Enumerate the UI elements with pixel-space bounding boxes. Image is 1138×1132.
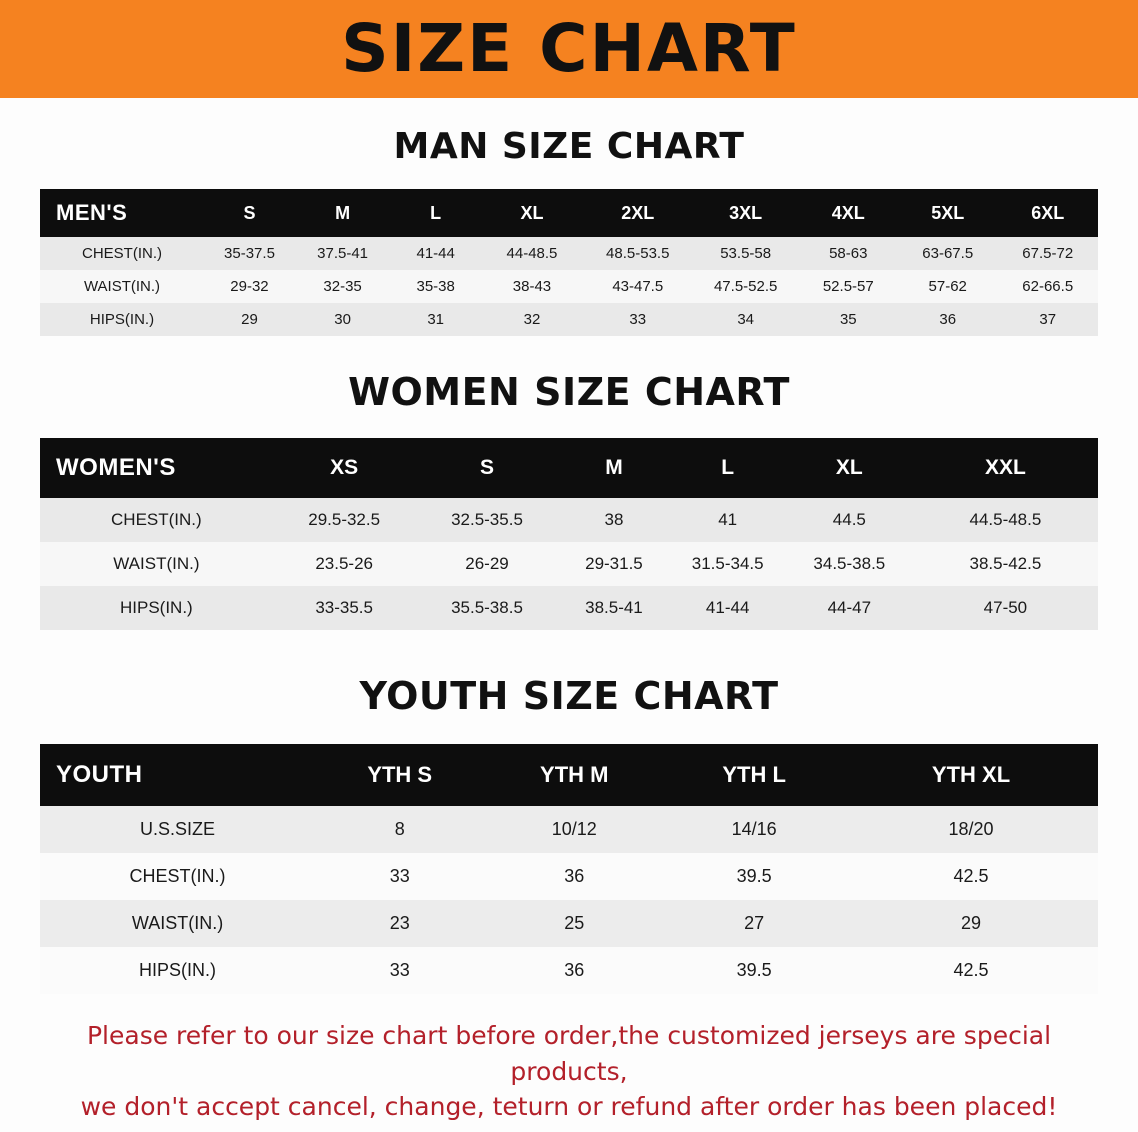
cell: 32 (523, 311, 541, 328)
cell: 47.5-52.5 (713, 278, 778, 295)
cell: 25 (564, 913, 585, 933)
cell: 38.5-42.5 (969, 554, 1042, 573)
man-header-cell: 5XL (931, 202, 965, 223)
table-row (40, 900, 1098, 947)
table-row (40, 237, 1098, 270)
table-row (40, 303, 1098, 336)
cell: 30 (334, 311, 351, 328)
page-banner (0, 0, 1138, 98)
cell: 48.5-53.5 (606, 245, 670, 262)
table-row (40, 270, 1098, 303)
table-row (40, 947, 1098, 994)
women-table-header-row (40, 438, 1098, 498)
cell: 14/16 (731, 819, 777, 839)
cell: 35-38 (416, 278, 455, 295)
cell: 63-67.5 (922, 245, 974, 262)
cell: 42.5 (953, 866, 989, 886)
cell: 41 (718, 510, 738, 529)
man-header-cell: 6XL (1031, 202, 1065, 223)
disclaimer-line-2: we don't accept cancel, change, teturn or refund after order has been placed! (80, 1092, 1058, 1121)
youth-header-cell: YTH M (540, 762, 609, 787)
cell: 33-35.5 (315, 598, 373, 617)
cell: 53.5-58 (720, 245, 772, 262)
row-label: U.S.SIZE (140, 819, 216, 839)
cell: 35.5-38.5 (451, 598, 523, 617)
man-header-cell: MEN'S (56, 200, 128, 225)
cell: 29 (241, 311, 258, 328)
youth-section-title: YOUTH SIZE CHART (359, 674, 779, 718)
man-header-cell: 2XL (621, 202, 655, 223)
cell: 33 (389, 866, 410, 886)
cell: 33 (389, 960, 410, 980)
women-header-cell: XL (835, 456, 863, 479)
cell: 43-47.5 (612, 278, 664, 295)
man-header-cell: S (243, 202, 256, 223)
cell: 34 (737, 311, 754, 328)
man-section-title: MAN SIZE CHART (393, 126, 745, 167)
cell: 38-43 (512, 278, 552, 295)
cell: 29 (961, 913, 982, 933)
cell: 47-50 (983, 598, 1028, 617)
cell: 10/12 (551, 819, 597, 839)
cell: 62-66.5 (1022, 278, 1074, 295)
cell: 34.5-38.5 (813, 554, 886, 573)
youth-size-table (40, 744, 1098, 994)
women-size-table (40, 438, 1098, 630)
man-size-table (40, 189, 1098, 336)
cell: 36 (564, 866, 585, 886)
row-label: HIPS(IN.) (120, 598, 193, 617)
cell: 41-44 (416, 245, 455, 262)
cell: 39.5 (736, 866, 772, 886)
women-header-cell: S (479, 456, 494, 479)
cell: 44.5-48.5 (969, 510, 1042, 529)
man-table-wrap (0, 189, 1138, 336)
women-header-cell: XS (330, 456, 359, 479)
cell: 67.5-72 (1022, 245, 1074, 262)
youth-table-header-row (40, 744, 1098, 806)
page-title: SIZE CHART (341, 10, 797, 87)
row-label: HIPS(IN.) (89, 311, 155, 328)
cell: 37.5-41 (317, 245, 369, 262)
disclaimer-line-1: Please refer to our size chart before order,the customized jerseys are special products, (86, 1021, 1052, 1086)
cell: 41-44 (705, 598, 750, 617)
man-header-cell: L (430, 202, 442, 223)
women-table-wrap (0, 438, 1138, 630)
disclaimer-note (36, 1018, 1102, 1125)
cell: 32.5-35.5 (451, 510, 523, 529)
table-row (40, 498, 1098, 542)
cell: 29-32 (230, 278, 269, 295)
man-header-cell: M (335, 202, 351, 223)
row-label: CHEST(IN.) (129, 866, 226, 886)
cell: 38.5-41 (585, 598, 643, 617)
cell: 33 (629, 311, 647, 328)
youth-header-cell: YTH XL (931, 762, 1011, 787)
table-row (40, 586, 1098, 630)
women-header-cell: L (721, 456, 735, 479)
cell: 42.5 (953, 960, 989, 980)
cell: 39.5 (736, 960, 772, 980)
man-header-cell: 4XL (831, 202, 865, 223)
cell: 57-62 (928, 278, 967, 295)
table-row (40, 542, 1098, 586)
cell: 26-29 (465, 554, 509, 573)
cell: 37 (1039, 311, 1057, 328)
cell: 31 (427, 311, 445, 328)
cell: 58-63 (829, 245, 868, 262)
women-header-cell: M (605, 456, 623, 479)
cell: 27 (744, 913, 765, 933)
cell: 29.5-32.5 (308, 510, 381, 529)
man-header-cell: 3XL (729, 202, 763, 223)
table-row (40, 853, 1098, 900)
cell: 18/20 (948, 819, 994, 839)
women-section-title: WOMEN SIZE CHART (348, 370, 790, 414)
row-label: WAIST(IN.) (131, 913, 224, 933)
cell: 31.5-34.5 (691, 554, 764, 573)
cell: 44.5 (832, 510, 866, 529)
youth-header-cell: YTH S (367, 762, 433, 787)
youth-header-cell: YOUTH (56, 761, 143, 788)
row-label: CHEST(IN.) (111, 510, 202, 529)
women-header-cell: WOMEN'S (56, 454, 176, 481)
cell: 44-48.5 (506, 245, 558, 262)
women-header-cell: XXL (984, 456, 1026, 479)
cell: 8 (394, 819, 405, 839)
row-label: HIPS(IN.) (139, 960, 217, 980)
row-label: WAIST(IN.) (113, 554, 200, 573)
youth-table-wrap (0, 744, 1138, 994)
cell: 32-35 (323, 278, 362, 295)
cell: 52.5-57 (822, 278, 874, 295)
cell: 35-37.5 (224, 245, 275, 262)
youth-header-cell: YTH L (722, 762, 786, 787)
cell: 29-31.5 (585, 554, 643, 573)
cell: 23.5-26 (315, 554, 373, 573)
man-table-header-row (40, 189, 1098, 237)
cell: 44-47 (827, 598, 872, 617)
table-row (40, 806, 1098, 853)
cell: 23 (389, 913, 410, 933)
man-header-cell: XL (520, 202, 544, 223)
cell: 36 (939, 311, 957, 328)
cell: 38 (604, 510, 624, 529)
row-label: CHEST(IN.) (81, 245, 162, 262)
row-label: WAIST(IN.) (83, 278, 161, 295)
cell: 35 (839, 311, 857, 328)
cell: 36 (564, 960, 585, 980)
